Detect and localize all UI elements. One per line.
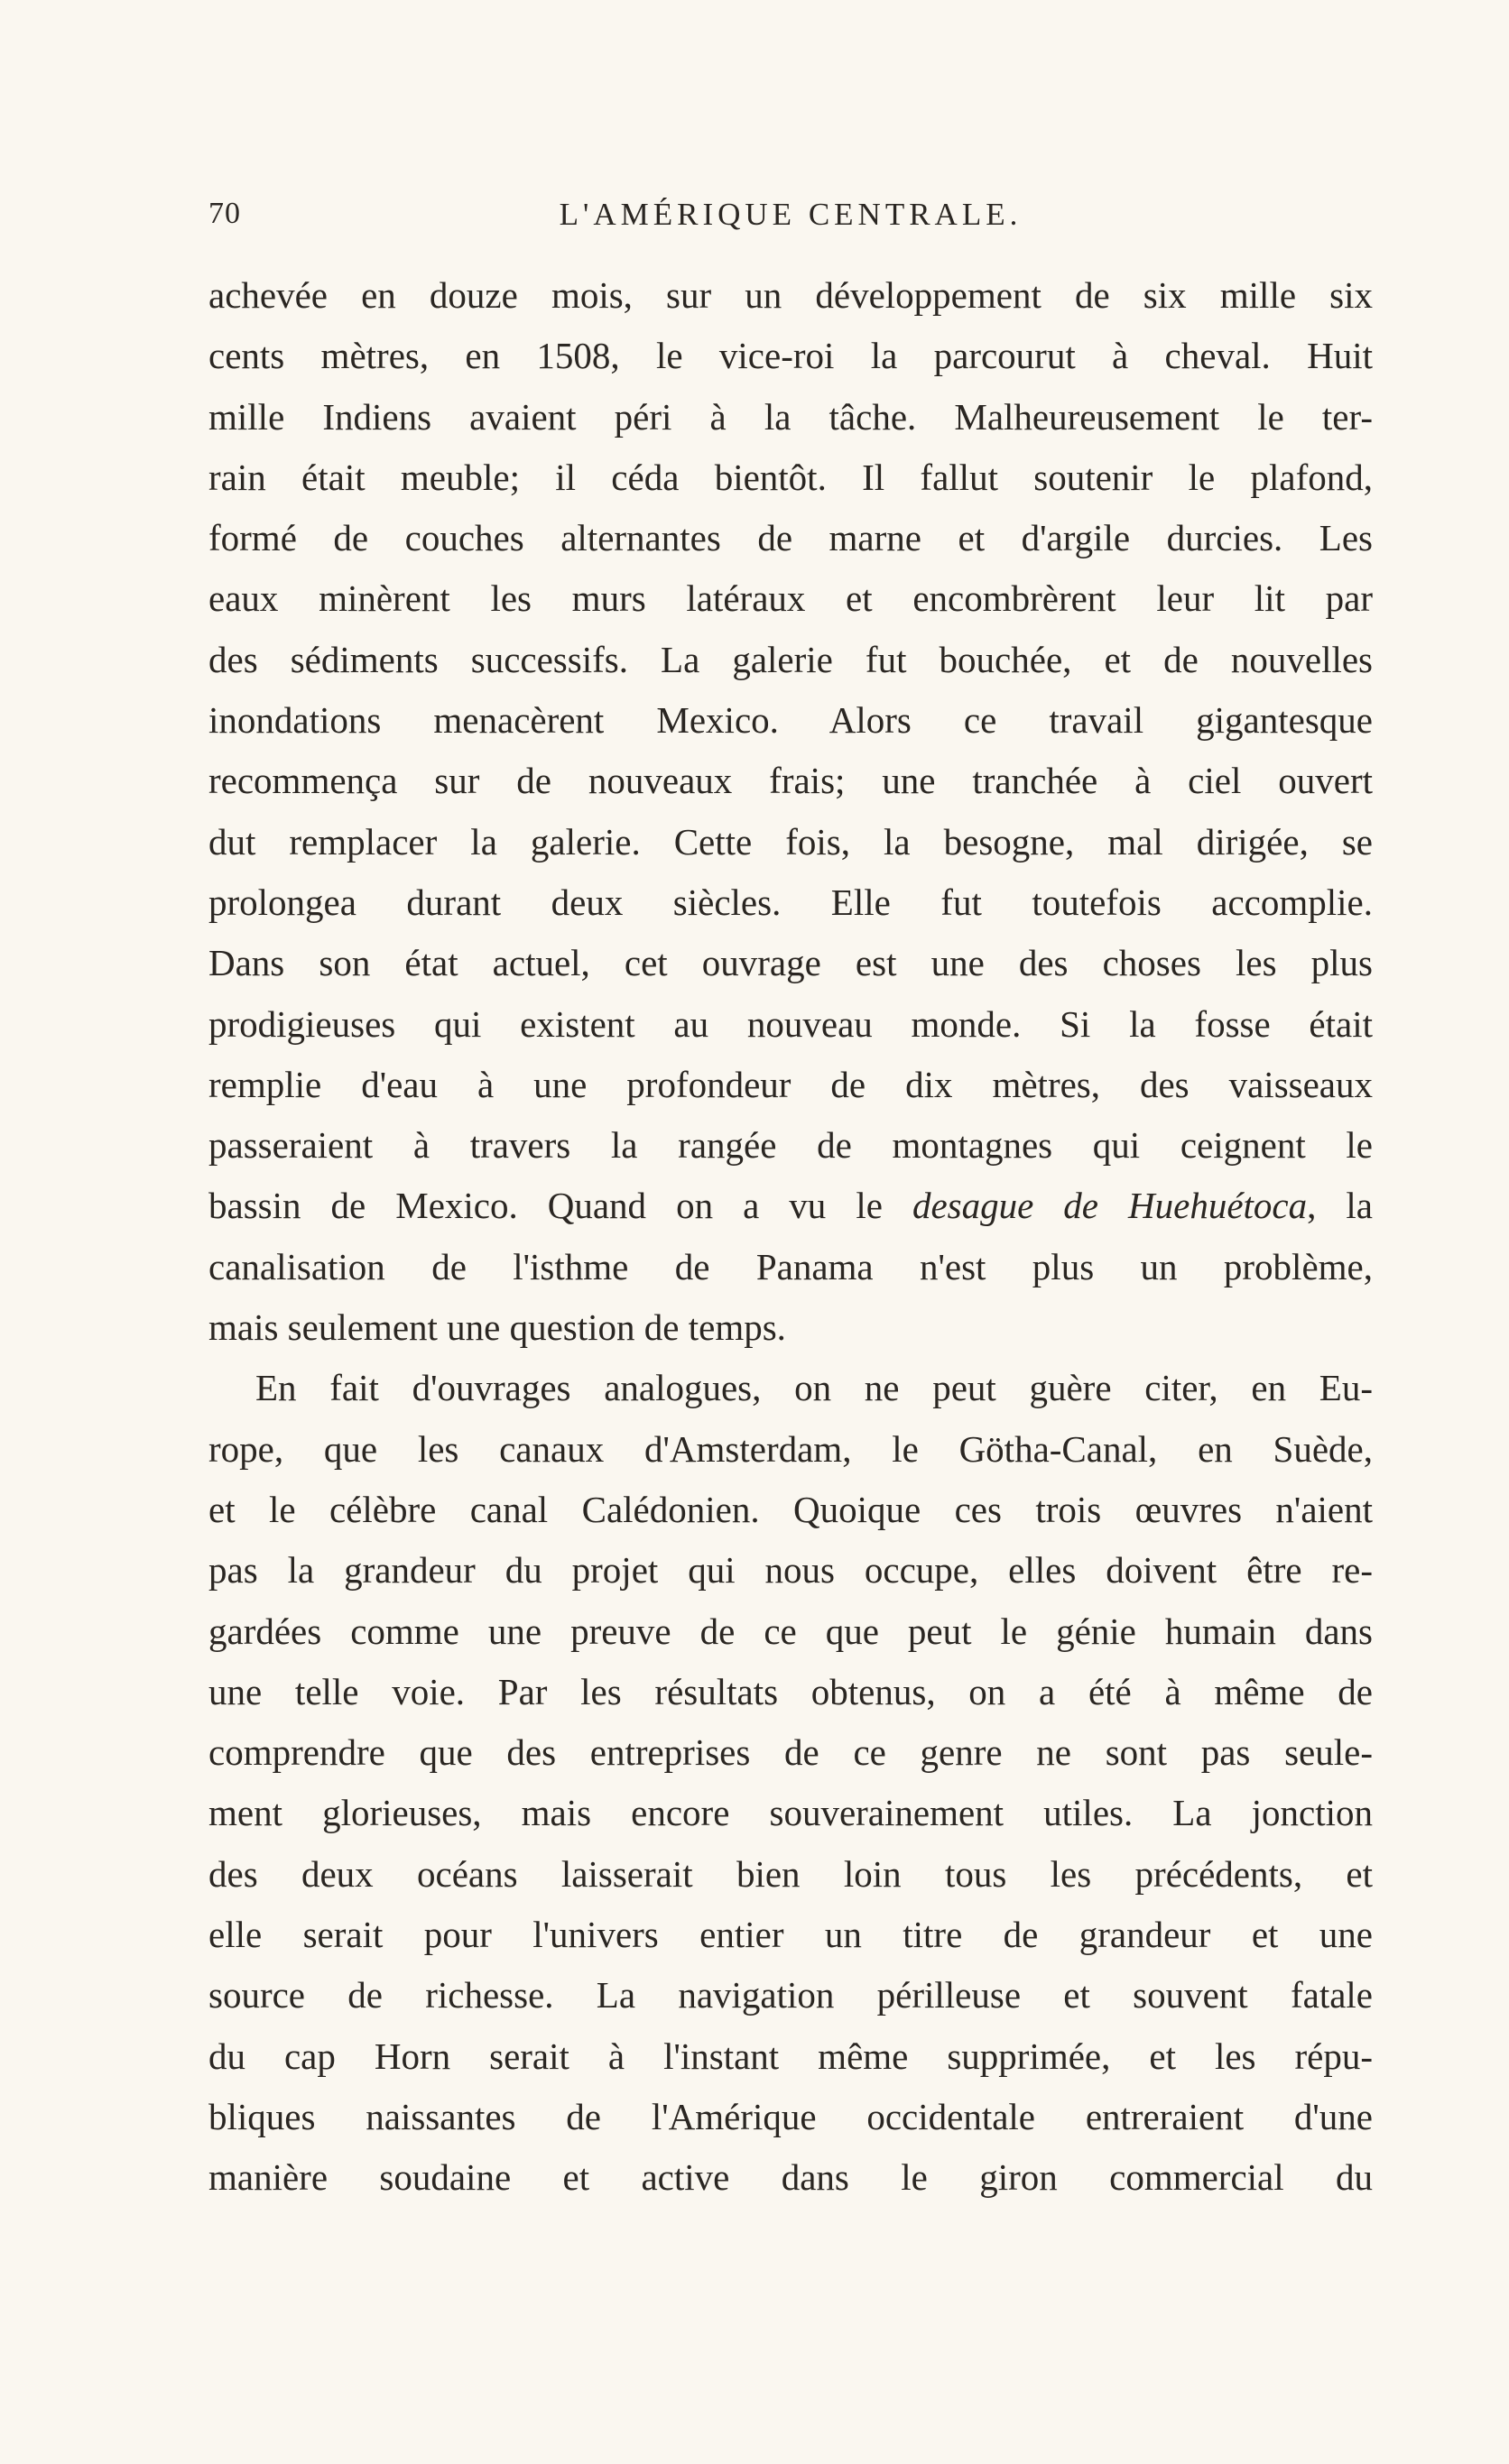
- text-line: inondations menacèrent Mexico. Alors ce travail gigantesque: [208, 699, 1373, 742]
- text-line: des sédiments successifs. La galerie fut bouchée, et de nouvelles: [208, 638, 1373, 680]
- text-line: prolongea durant deux siècles. Elle fut toutefois accomplie.: [208, 881, 1373, 923]
- text-line: une telle voie. Par les résultats obtenus, on a été à même de: [208, 1670, 1373, 1712]
- text-line: prodigieuses qui existent au nouveau monde. Si la fosse était: [208, 1002, 1373, 1045]
- text-line: remplie d'eau à une profondeur de dix mètres, des vaisseaux: [208, 1063, 1373, 1105]
- text-line: elle serait pour l'univers entier un titre de grandeur et une: [208, 1914, 1373, 1956]
- text-line: mais seulement une question de temps.: [208, 1306, 786, 1349]
- body-text: [208, 265, 1373, 2209]
- text-line: bliques naissantes de l'Amérique occidentale entreraient d'une: [208, 2095, 1373, 2137]
- text-line: rope, que les canaux d'Amsterdam, le Götha-Canal, en Suède,: [208, 1427, 1373, 1470]
- text-line: mille Indiens avaient péri à la tâche. Malheureusement le ter-: [208, 395, 1373, 438]
- page-number: 70: [208, 197, 241, 230]
- text-line: rain était meuble; il céda bientôt. Il fallut soutenir le plafond,: [208, 456, 1373, 498]
- text-line: En fait d'ouvrages analogues, on ne peut guère citer, en Eu-: [255, 1367, 1373, 1409]
- text-line: et le célèbre canal Calédonien. Quoique ces trois œuvres n'aient: [208, 1488, 1373, 1530]
- text-line: des deux océans laisserait bien loin tous les précédents, et: [208, 1852, 1373, 1895]
- text-line: cents mètres, en 1508, le vice-roi la parcourut à cheval. Huit: [208, 335, 1373, 377]
- text-line: source de richesse. La navigation périlleuse et souvent fatale: [208, 1974, 1373, 2016]
- text-line: gardées comme une preuve de ce que peut le génie humain dans: [208, 1610, 1373, 1652]
- text-line: dut remplacer la galerie. Cette fois, la besogne, mal dirigée, se: [208, 820, 1373, 863]
- text-line: eaux minèrent les murs latéraux et encombrèrent leur lit par: [208, 577, 1373, 620]
- text-line: recommença sur de nouveaux frais; une tranchée à ciel ouvert: [208, 760, 1373, 802]
- text-line: manière soudaine et active dans le giron commercial du: [208, 2156, 1373, 2199]
- text-line: pas la grandeur du projet qui nous occupe, elles doivent être re-: [208, 1549, 1373, 1592]
- page-header: [208, 197, 1373, 242]
- text-line: formé de couches alternantes de marne et d'argile durcies. Les: [208, 517, 1373, 559]
- text-line: achevée en douze mois, sur un développement de six mille six: [208, 274, 1373, 316]
- text-line: du cap Horn serait à l'instant même supprimée, et les répu-: [208, 2035, 1373, 2077]
- italic-term: desague de Huehuétoca: [912, 1185, 1308, 1227]
- text-segment: , la: [1307, 1185, 1373, 1227]
- text-line: [208, 1176, 1373, 1236]
- text-line: canalisation de l'isthme de Panama n'est plus un problème,: [208, 1245, 1373, 1287]
- text-segment: bassin de Mexico. Quand on a vu le: [208, 1185, 912, 1227]
- running-title: L'AMÉRIQUE CENTRALE.: [559, 197, 1023, 232]
- text-line: Dans son état actuel, cet ouvrage est une des choses les plus: [208, 942, 1373, 984]
- text-line: passeraient à travers la rangée de montagnes qui ceignent le: [208, 1124, 1373, 1167]
- text-line: ment glorieuses, mais encore souverainement utiles. La jonction: [208, 1792, 1373, 1834]
- text-line: comprendre que des entreprises de ce genre ne sont pas seule-: [208, 1731, 1373, 1774]
